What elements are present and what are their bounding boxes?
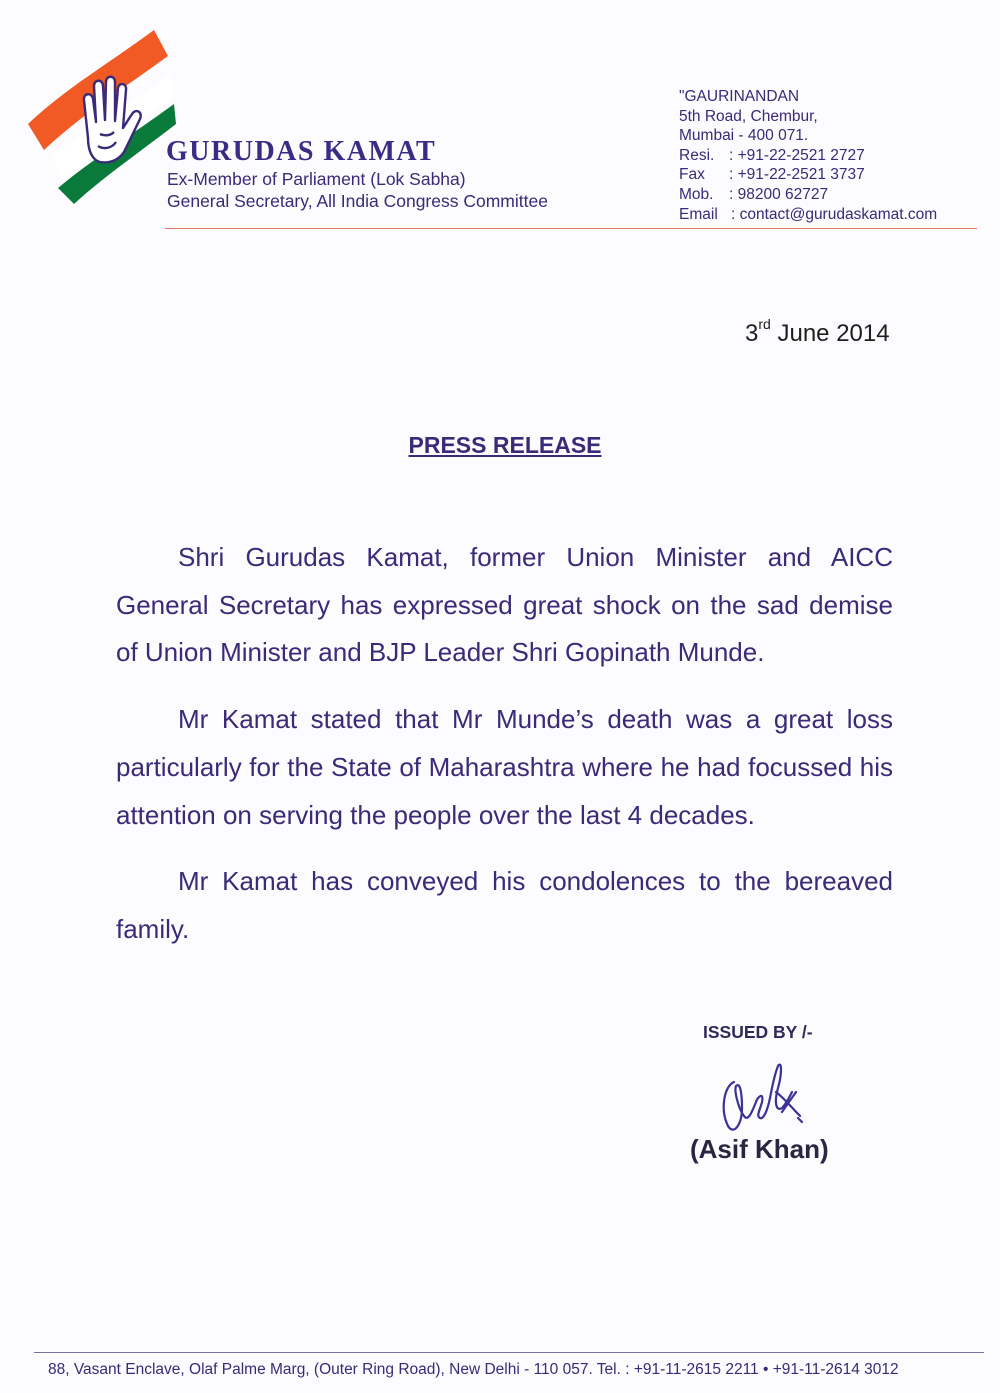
contact-block [679,87,937,224]
congress-hand-flag-icon [28,26,178,206]
contact-mob [679,185,937,205]
footer-address: 88, Vasant Enclave, Olaf Palme Marg, (Outer Ring Road), New Delhi - 110 057. Tel. : +91-11-2615 2211 • +91-11-2614 3012 [48,1361,899,1378]
header-divider [165,228,977,229]
fax-value: : +91-22-2521 3737 [729,166,865,184]
release-date [745,316,890,348]
signature [712,1052,812,1140]
mob-label: Mob. [679,185,714,203]
address-line-1: "GAURINANDAN [679,88,800,105]
release-body [116,534,893,971]
letterhead-tagline-aicc: General Secretary, All India Congress Committee [167,191,548,211]
body-paragraph: Mr Kamat has conveyed his condolences to the bereaved family. [116,865,893,944]
footer-divider [34,1352,984,1353]
date-suffix: rd [758,316,771,332]
contact-resi [679,146,937,166]
address-line-3: Mumbai - 400 071. [679,127,809,145]
letterhead-tagline-parliament: Ex-Member of Parliament (Lok Sabha) [167,169,466,189]
contact-email [679,205,937,225]
letterhead-name: GURUDAS KAMAT [166,136,437,167]
fax-label: Fax [679,166,705,184]
date-rest: June 2014 [770,320,890,347]
body-paragraph: Shri Gurudas Kamat, former Union Minister and AICC General Secretary has expressed great shock on the sad demise of Union Minister and BJP Leader Shri Gopinath Munde. [116,542,893,667]
resi-label: Resi. [679,146,715,164]
press-release-heading: PRESS RELEASE [408,432,602,458]
contact-fax [679,165,937,185]
date-day: 3 [745,320,759,347]
address-line-2: 5th Road, Chembur, [679,107,818,125]
body-paragraph: Mr Kamat stated that Mr Munde’s death was a great loss particularly for the State of Maharashtra where he had focussed his attention on serving the people over the last 4 decades. [116,703,893,830]
email-label: Email [679,205,718,223]
issuer-name: (Asif Khan) [690,1134,829,1164]
email-value: : contact@gurudaskamat.com [731,205,938,223]
issued-by-label: ISSUED BY /- [703,1022,813,1042]
mob-value: : 98200 62727 [729,185,829,203]
resi-value: : +91-22-2521 2727 [729,146,865,164]
